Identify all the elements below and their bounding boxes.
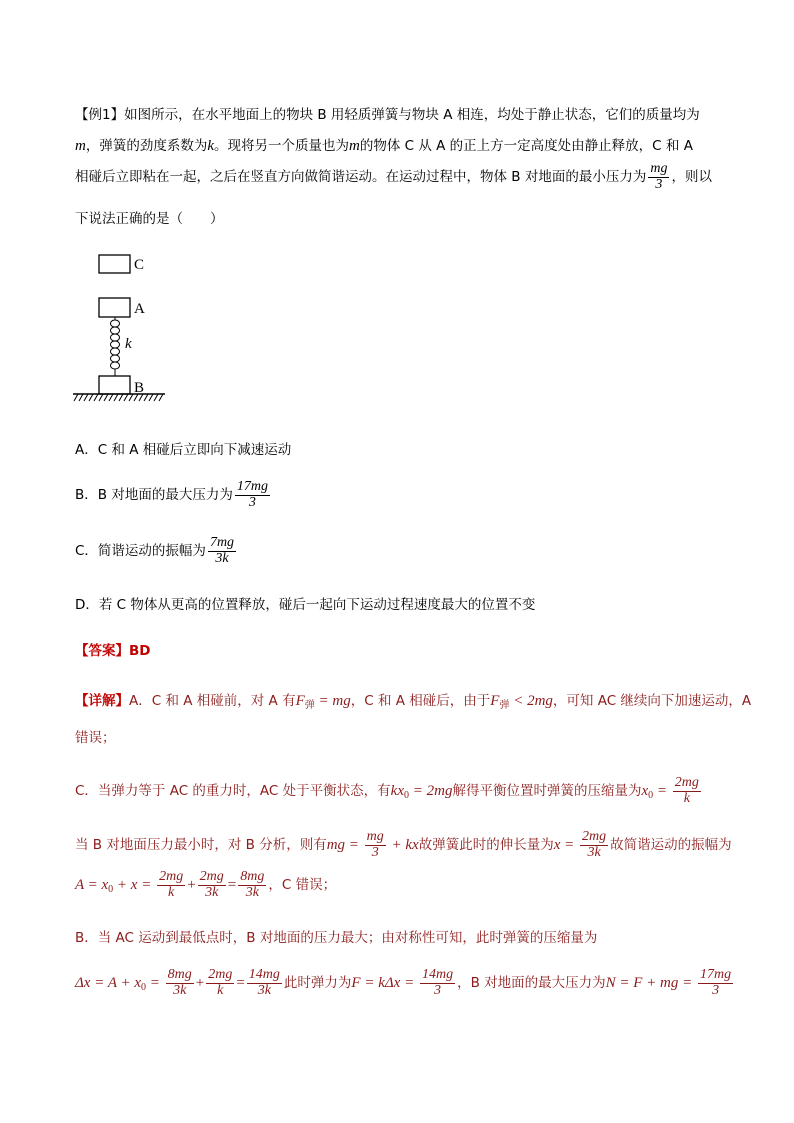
- question-line-2: [75, 134, 693, 155]
- question-text: ，弹簧的劲度系数为: [85, 138, 208, 154]
- question-line-1: [75, 103, 700, 123]
- fraction-2mg-over-k: $\frac{2mg}{k}$: [159, 869, 184, 900]
- answer-value: BD: [129, 643, 151, 659]
- eq-min-force: mg =: [326, 837, 363, 854]
- analysis-line-6: [75, 926, 597, 946]
- option-c: [75, 536, 238, 566]
- question-line-4: [75, 207, 224, 227]
- label-k: k: [125, 336, 132, 352]
- plus-sign: +: [187, 877, 196, 894]
- option-b-text: B．B 对地面的最大压力为: [75, 487, 233, 504]
- analysis-text: A．C 和 A 相碰前，对 A 有: [129, 693, 296, 709]
- analysis-line-3: [75, 776, 703, 806]
- eq-equilibrium: $kx_0 = 2mg$: [390, 783, 453, 802]
- fraction-mg-over-3: $\frac{mg}{3}$: [650, 161, 668, 192]
- fraction-2mg-over-3k: $\frac{2mg}{3k}$: [199, 869, 224, 900]
- spring-block-diagram: [70, 252, 180, 412]
- var-m: m: [75, 138, 86, 154]
- analysis-text: ，C 错误；: [268, 877, 337, 894]
- question-text: 的物体 C 从 A 的正上方一定高度处由静止释放，C 和 A: [359, 138, 693, 154]
- option-c-text: C．简谐运动的振幅为: [75, 543, 206, 560]
- answer-label: 【答案】: [75, 643, 129, 659]
- analysis-text: ，可知 AC 继续向下加速运动，A: [552, 693, 752, 709]
- eq-amplitude: $A = x_0 + x$ =: [75, 877, 156, 896]
- option-a-text: A．C 和 A 相碰后立即向下减速运动: [75, 442, 292, 458]
- block-a: [99, 298, 130, 317]
- eq-x: x =: [553, 837, 578, 854]
- analysis-text: C．当弹力等于 AC 的重力时，AC 处于平衡状态，有: [75, 783, 391, 800]
- question-label: 【例1】: [75, 107, 125, 123]
- analysis-line-4: [75, 830, 732, 860]
- analysis-text: ，C 和 A 相碰后，由于: [350, 693, 491, 709]
- eq-max-force: N = F + mg =: [605, 975, 697, 992]
- option-d-text: D．若 C 物体从更高的位置释放，碰后一起向下运动过程速度最大的位置不变: [75, 597, 536, 613]
- var-k: k: [207, 138, 215, 154]
- label-b: B: [134, 380, 145, 396]
- analysis-line-1: [75, 689, 751, 711]
- analysis-text: 此时弹力为: [283, 975, 352, 992]
- analysis-text: 当 B 对地面压力最小时，对 B 分析，则有: [75, 837, 327, 854]
- label-c: C: [134, 257, 145, 273]
- label-a: A: [134, 301, 145, 317]
- option-d: [75, 593, 535, 613]
- analysis-text: ，B 对地面的最大压力为: [457, 975, 606, 992]
- fraction-17mg-over-3: $\frac{17mg}{3}$: [236, 479, 268, 510]
- question-text: 。现将另一个质量也为: [214, 138, 350, 154]
- equals-sign: =: [236, 975, 245, 992]
- analysis-text: 解得平衡位置时弹簧的压缩量为: [452, 783, 642, 800]
- analysis-line-5: [75, 870, 336, 900]
- eq-x0: $x_0$ =: [641, 783, 671, 802]
- var-m: m: [349, 138, 360, 154]
- fraction-2mg-over-k: $\frac{2mg}{k}$: [208, 967, 233, 998]
- fraction-17mg-over-3: $\frac{17mg}{3}$: [700, 967, 732, 998]
- option-a: [75, 438, 291, 458]
- question-text: ，则以: [671, 169, 712, 186]
- eq-min-force-rest: + kx: [387, 837, 419, 854]
- fraction-2mg-over-3k: $\frac{2mg}{3k}$: [582, 829, 607, 860]
- block-b: [99, 376, 130, 394]
- analysis-line-7: [75, 968, 735, 998]
- fraction-14mg-over-3: $\frac{14mg}{3}$: [421, 967, 454, 998]
- analysis-label: 【详解】: [75, 693, 129, 709]
- fraction-2mg-over-k: $\frac{2mg}{k}$: [674, 775, 699, 806]
- answer: [75, 639, 151, 659]
- ground-hatching: [74, 394, 163, 401]
- question-line-3: [75, 162, 712, 192]
- option-b: [75, 480, 272, 510]
- fraction-14mg-over-3k: $\frac{14mg}{3k}$: [248, 967, 280, 998]
- question-text: 如图所示，在水平地面上的物块 B 用轻质弹簧与物块 A 相连，均处于静止状态，它们的质量均为: [124, 107, 700, 123]
- question-text: 相碰后立即粘在一起，之后在竖直方向做简谐运动。在运动过程中，物体 B 对地面的最小压力为: [75, 169, 647, 186]
- analysis-text: B．当 AC 运动到最低点时，B 对地面的压力最大；由对称性可知，此时弹簧的压缩量为: [75, 930, 598, 946]
- analysis-line-2: [75, 726, 116, 746]
- fraction-8mg-over-3k: $\frac{8mg}{3k}$: [240, 869, 265, 900]
- equals-sign: =: [227, 877, 237, 894]
- question-text: 下说法正确的是（ ）: [75, 211, 224, 227]
- fraction-7mg-over-3k: $\frac{7mg}{3k}$: [209, 535, 235, 566]
- eq-f-spring: $F_弹$ = mg: [295, 693, 351, 711]
- analysis-text: 故弹簧此时的伸长量为: [418, 837, 554, 854]
- analysis-text: 故简谐运动的振幅为: [610, 837, 732, 854]
- eq-delta-x: $\Delta x = A + x_0$ =: [75, 975, 164, 994]
- eq-f-spring-lt: $F_弹 < 2mg$: [490, 693, 553, 711]
- block-c: [99, 255, 130, 273]
- plus-sign: +: [195, 975, 205, 992]
- eq-spring-force: F = kΔx =: [351, 975, 418, 992]
- fraction-8mg-over-3k: $\frac{8mg}{3k}$: [167, 967, 192, 998]
- fraction-mg-over-3: $\frac{mg}{3}$: [366, 829, 384, 860]
- spring: [111, 317, 120, 376]
- analysis-text: 错误；: [75, 730, 116, 746]
